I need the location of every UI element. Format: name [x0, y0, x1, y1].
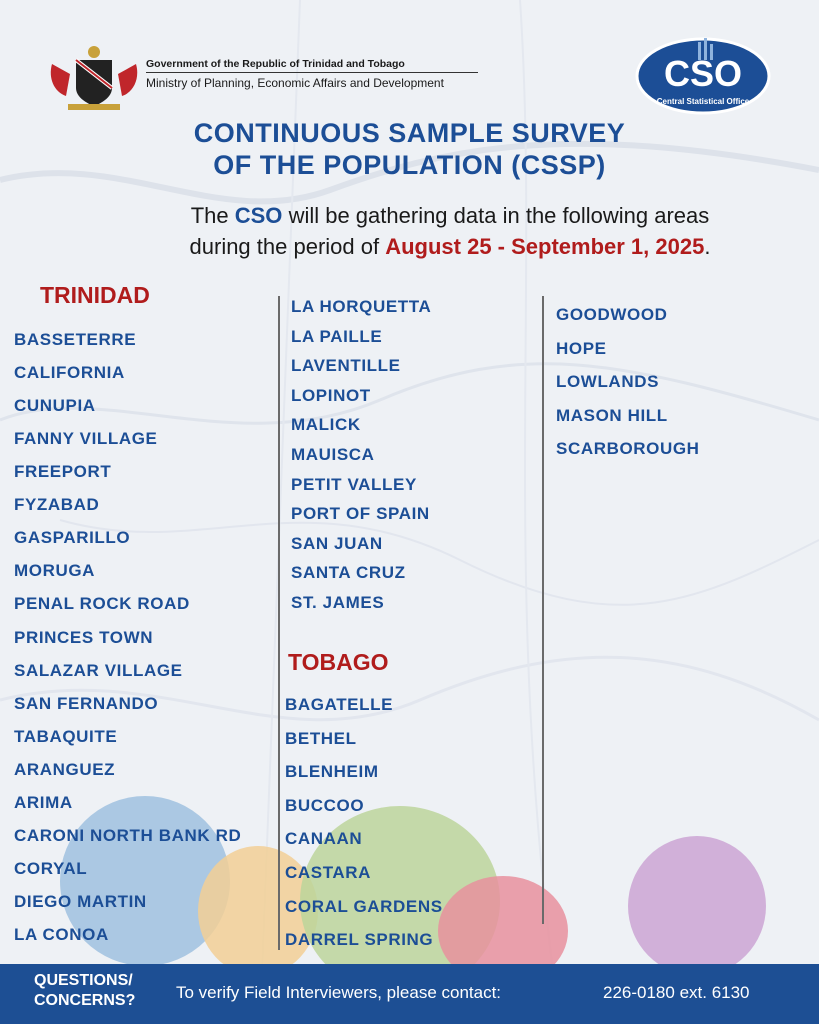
- place-name: CARONI NORTH BANK RD: [14, 825, 242, 845]
- intro-cso: CSO: [234, 203, 283, 228]
- place-name: CUNUPIA: [14, 396, 96, 416]
- intro-line-2: [0, 234, 819, 260]
- place-name: MORUGA: [14, 561, 96, 581]
- title-line-1: CONTINUOUS SAMPLE SURVEY: [193, 118, 626, 148]
- verify-text: To verify Field Interviewers, please contact:: [176, 983, 502, 1002]
- place-name: LA PAILLE: [291, 326, 383, 346]
- intro-text-2: will be gathering data in the following areas: [288, 203, 710, 228]
- place-name: CORYAL: [14, 858, 88, 878]
- trinidad-heading: TRINIDAD: [40, 282, 150, 308]
- tobago-heading: TOBAGO: [288, 649, 389, 675]
- header-divider: [146, 72, 478, 73]
- place-name: GASPARILLO: [14, 528, 131, 548]
- cso-logo: [634, 36, 772, 116]
- intro-text-1: The: [190, 203, 229, 228]
- place-name: ARANGUEZ: [14, 759, 116, 779]
- place-name: FYZABAD: [14, 495, 100, 515]
- place-name: LA CONOA: [14, 925, 109, 945]
- place-name: BUCCOO: [285, 795, 365, 815]
- cso-logo-caption: Central Statistical Office: [656, 97, 750, 106]
- questions-label: [34, 971, 135, 1011]
- place-name: SAN FERNANDO: [14, 693, 159, 713]
- place-name: BETHEL: [285, 728, 357, 748]
- place-name: FREEPORT: [14, 462, 112, 482]
- place-name: PENAL ROCK ROAD: [14, 594, 190, 614]
- place-name: TABAQUITE: [14, 726, 118, 746]
- place-name: LOWLANDS: [556, 372, 660, 391]
- place-name: HOPE: [556, 338, 607, 358]
- place-name: SAN JUAN: [291, 533, 383, 553]
- questions-line-1: QUESTIONS/: [34, 972, 133, 989]
- place-name: SALAZAR VILLAGE: [14, 660, 183, 680]
- place-name: ST. JAMES: [291, 593, 385, 612]
- place-name: BLENHEIM: [285, 762, 379, 782]
- place-name: MAUISCA: [291, 445, 375, 464]
- place-name: SANTA CRUZ: [291, 563, 406, 583]
- place-name: PRINCES TOWN: [14, 627, 154, 647]
- place-name: DIEGO MARTIN: [14, 892, 147, 912]
- decorative-blob-purple: [628, 836, 766, 976]
- place-name: LOPINOT: [291, 385, 371, 405]
- government-name: Government of the Republic of Trinidad and Tobago: [146, 58, 405, 70]
- place-name: FANNY VILLAGE: [14, 429, 158, 449]
- place-name: CASTARA: [285, 863, 372, 882]
- place-name: MALICK: [291, 415, 361, 435]
- title-line-2: OF THE POPULATION (CSSP): [213, 150, 606, 180]
- place-name: PETIT VALLEY: [291, 474, 417, 494]
- contact-phone: 226-0180 ext. 6130: [603, 983, 750, 1002]
- column-divider-1: [278, 296, 280, 950]
- intro-line-1: [0, 203, 819, 229]
- place-name: BAGATELLE: [285, 695, 394, 714]
- place-name: PORT OF SPAIN: [291, 504, 430, 524]
- contact-footer: [0, 964, 819, 1024]
- intro-period: .: [704, 234, 711, 259]
- place-name: BASSETERRE: [14, 330, 137, 349]
- place-name: LA HORQUETTA: [291, 297, 432, 316]
- place-name: ARIMA: [14, 792, 73, 812]
- coat-of-arms-icon: [46, 44, 142, 114]
- intro-text-3: during the period of: [189, 234, 380, 259]
- place-name: LAVENTILLE: [291, 356, 401, 376]
- place-name: DARREL SPRING: [285, 930, 434, 950]
- place-name: CORAL GARDENS: [285, 896, 443, 916]
- ministry-name: Ministry of Planning, Economic Affairs and Development: [146, 76, 444, 90]
- cso-logo-text: CSO: [663, 53, 743, 94]
- place-name: CALIFORNIA: [14, 363, 125, 383]
- survey-dates: August 25 - September 1, 2025: [385, 234, 705, 259]
- place-name: CANAAN: [285, 829, 363, 849]
- place-name: SCARBOROUGH: [556, 439, 700, 458]
- questions-line-2: CONCERNS?: [34, 992, 136, 1009]
- place-name: GOODWOOD: [556, 305, 668, 324]
- place-name: MASON HILL: [556, 405, 668, 425]
- column-divider-2: [542, 296, 544, 924]
